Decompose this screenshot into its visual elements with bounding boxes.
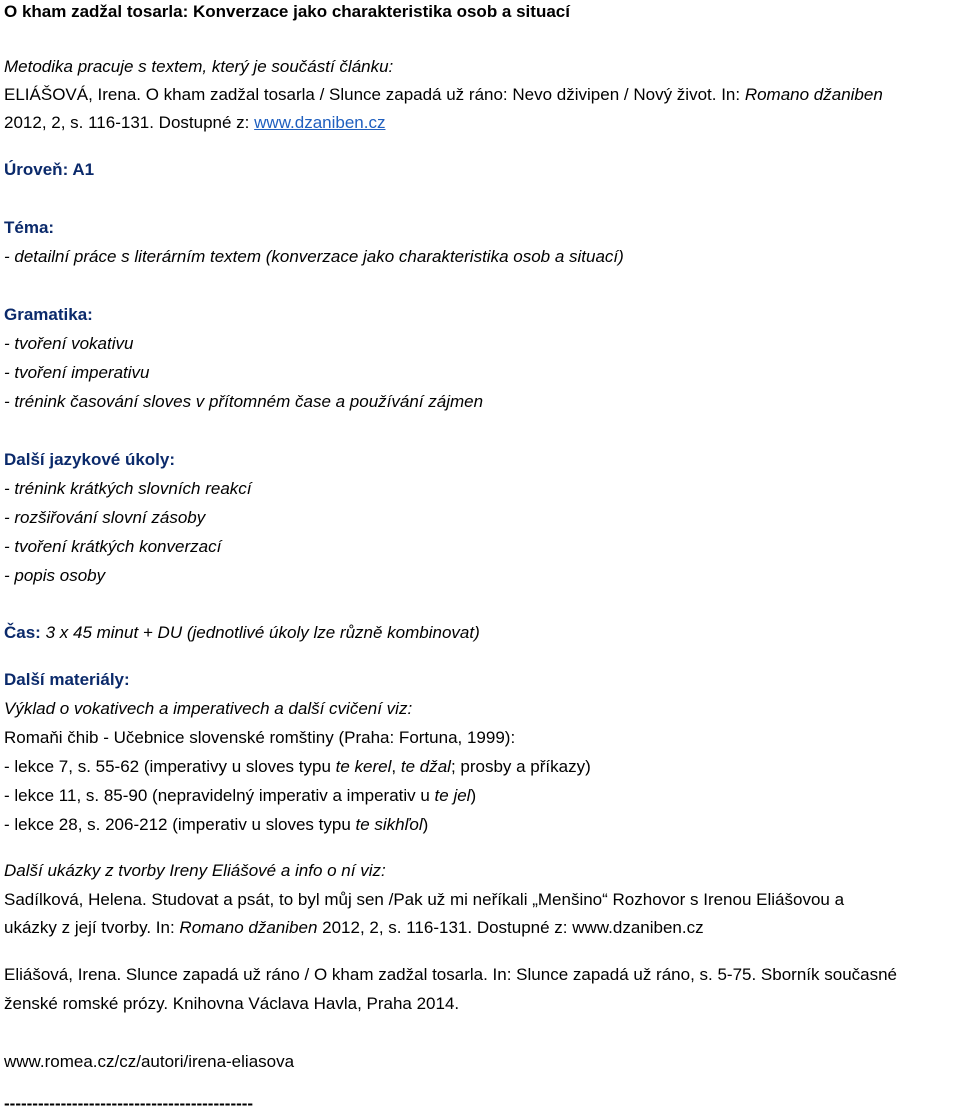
citation-text: ELIÁŠOVÁ, Irena. O kham zadžal tosarla / Slunce zapadá už ráno: Nevo dživipen / Nový život. In: <box>4 85 745 104</box>
reference-1-line-1 <box>4 890 844 911</box>
ref-details: 2012, 2, s. 116-131. Dostupné z: www.dzaniben.cz <box>317 918 704 937</box>
materials-book: Romaňi čhib - Učebnice slovenské romštiny (Praha: Fortuna, 1999): <box>4 728 516 747</box>
lesson-text: ) <box>422 815 429 834</box>
grammar-item: - tvoření vokativu <box>4 334 134 353</box>
reference-1-line-2 <box>4 918 704 939</box>
lesson-verb: te kerel <box>335 757 392 776</box>
lesson-verb: te sikhľol <box>355 815 423 834</box>
lesson-text: ; prosby a příkazy) <box>450 757 591 776</box>
separator-line: -------------------------------------------- <box>4 1094 254 1113</box>
lesson-text: - lekce 11, s. 85-90 (nepravidelný imperativ a imperativ u <box>4 786 435 805</box>
romea-link[interactable]: www.romea.cz/cz/autori/irena-eliasova <box>4 1052 295 1071</box>
methodology-intro: Metodika pracuje s textem, který je součástí článku: <box>4 57 394 76</box>
ref-title: ukázky z její tvorby. In: <box>4 918 180 937</box>
topic-heading: Téma: <box>4 218 55 237</box>
time-label: Čas: <box>4 623 41 642</box>
lesson-line <box>4 786 476 806</box>
level-label: Úroveň: A1 <box>4 160 95 179</box>
lesson-text: - lekce 7, s. 55-62 (imperativy u sloves typu <box>4 757 336 776</box>
citation-line-1 <box>4 85 883 105</box>
lesson-text: ) <box>470 786 477 805</box>
grammar-item: - trénink časování sloves v přítomném čase a používání zájmen <box>4 392 484 411</box>
citation-journal: Romano džaniben <box>744 85 883 104</box>
time-line <box>4 623 480 643</box>
tasks-item: - rozšiřování slovní zásoby <box>4 508 206 527</box>
lesson-line <box>4 757 591 777</box>
grammar-item: - tvoření imperativu <box>4 363 150 382</box>
tasks-item: - popis osoby <box>4 566 106 585</box>
dzaniben-link[interactable]: www.dzaniben.cz <box>254 113 386 132</box>
ref-title: Studovat a psát, to byl můj sen /Pak už mi neříkali „Menšino“ Rozhovor s Irenou Eliášovou a <box>151 890 845 909</box>
ref-author: Sadílková, Helena. <box>4 890 152 909</box>
reference-2-line-1: Eliášová, Irena. Slunce zapadá už ráno / O kham zadžal tosarla. In: Slunce zapadá už ráno, s. 5-75. Sborník současné <box>4 965 898 984</box>
ref-journal: Romano džaniben <box>179 918 318 937</box>
tasks-heading: Další jazykové úkoly: <box>4 450 176 469</box>
topic-item: - detailní práce s literárním textem (konverzace jako charakteristika osob a situací) <box>4 247 624 266</box>
more-heading: Další ukázky z tvorby Ireny Eliášové a info o ní viz: <box>4 861 386 880</box>
reference-2-line-2: ženské romské prózy. Knihovna Václava Havla, Praha 2014. <box>4 994 460 1013</box>
lesson-verb: te jel <box>434 786 471 805</box>
lesson-verb: te džal <box>400 757 451 776</box>
time-value: 3 x 45 minut + DU (jednotlivé úkoly lze různě kombinovat) <box>40 623 480 642</box>
lesson-text: - lekce 28, s. 206-212 (imperativ u sloves typu <box>4 815 356 834</box>
document-title: O kham zadžal tosarla: Konverzace jako charakteristika osob a situací <box>4 2 570 21</box>
lesson-line <box>4 815 428 835</box>
grammar-heading: Gramatika: <box>4 305 93 324</box>
lesson-text: , <box>391 757 401 776</box>
citation-details: 2012, 2, s. 116-131. Dostupné z: <box>4 113 255 132</box>
tasks-item: - tvoření krátkých konverzací <box>4 537 222 556</box>
materials-heading: Další materiály: <box>4 670 130 689</box>
tasks-item: - trénink krátkých slovních reakcí <box>4 479 252 498</box>
citation-line-2 <box>4 113 385 133</box>
materials-explanation: Výklad o vokativech a imperativech a další cvičení viz: <box>4 699 413 718</box>
